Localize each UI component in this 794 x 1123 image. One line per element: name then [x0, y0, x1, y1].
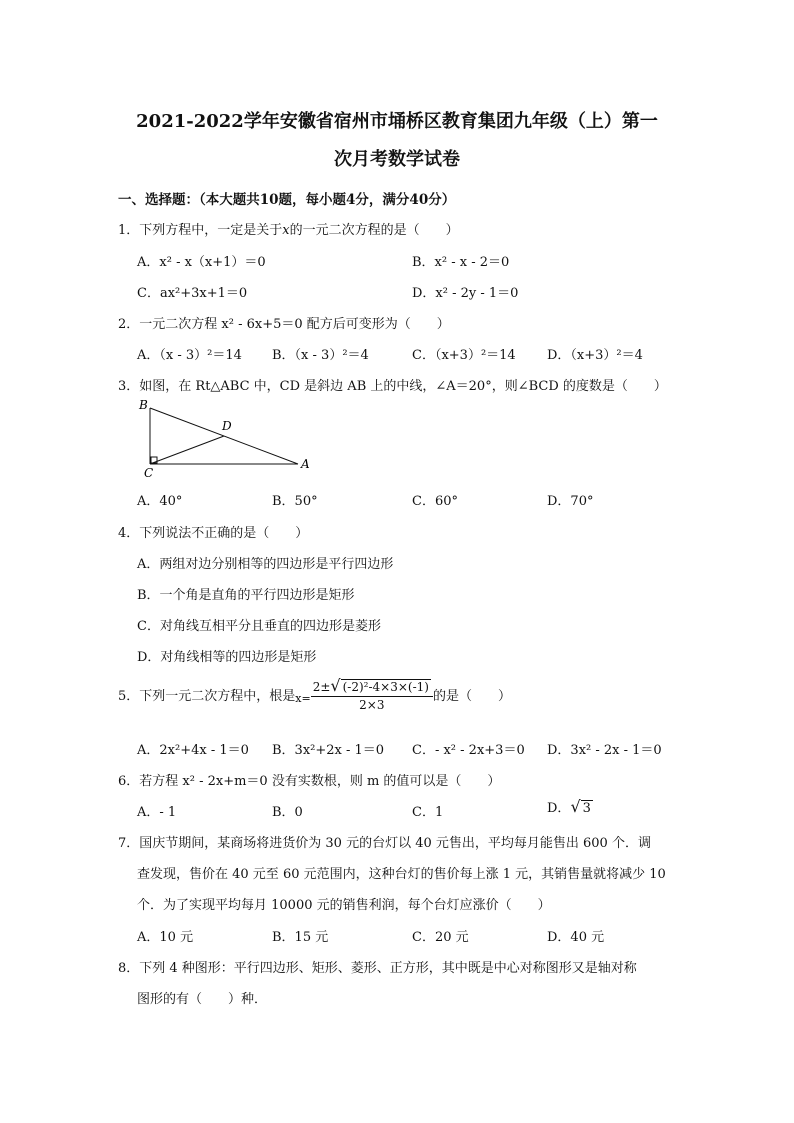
q3-option-a: A．40°	[137, 494, 183, 509]
q5-option-c: C．- x² - 2x+3＝0	[412, 743, 525, 758]
q4-option-d: D．对角线相等的四边形是矩形	[137, 650, 317, 665]
q1-option-d: D．x² - 2y - 1＝0	[412, 286, 519, 301]
q5-option-b: B．3x²+2x - 1＝0	[272, 743, 385, 758]
q2-option-a: A．（x - 3）²＝14	[137, 348, 242, 363]
q1-option-c: C．ax²+3x+1＝0	[137, 286, 248, 301]
q6-option-c: C．1	[412, 805, 444, 820]
q3-option-c: C．60°	[412, 494, 458, 509]
q5-option-a: A．2x²+4x - 1＝0	[137, 743, 249, 758]
q7-stem-line3: 个．为了实现平均每月 10000 元的销售利润，每个台灯应涨价（ ）	[137, 898, 551, 913]
q6-option-d: D．√ 3	[547, 797, 591, 816]
q1-option-a: A．x² - x（x+1）＝0	[137, 255, 266, 270]
q6-option-a: A．- 1	[137, 805, 177, 820]
q2-stem: 2．一元二次方程 x² - 6x+5＝0 配方后可变形为（ ）	[118, 317, 450, 332]
q3-stem: 3．如图，在 Rt△ABC 中，CD 是斜边 AB 上的中线，∠A＝20°，则∠BCD 的度数是（ ）	[118, 379, 667, 394]
exam-title-line2: 次月考数学试卷	[334, 149, 460, 170]
q3-triangle-figure	[130, 396, 330, 482]
q1-option-b: B．x² - x - 2＝0	[412, 255, 510, 270]
q4-stem: 4．下列说法不正确的是（ ）	[118, 526, 309, 541]
section-heading: 一、选择题：（本大题共10题，每小题4分，满分40分）	[118, 192, 456, 208]
q5-radicand: (-2)²-4×3×(-1)	[342, 680, 429, 694]
q2-option-c: C．（x+3）²＝14	[412, 348, 516, 363]
q7-option-c: C．20 元	[412, 930, 469, 945]
median-cd	[150, 436, 224, 464]
q4-option-c: C．对角线互相平分且垂直的四边形是菱形	[137, 619, 381, 634]
q5-option-d: D．3x² - 2x - 1＝0	[547, 743, 662, 758]
q7-option-b: B．15 元	[272, 930, 329, 945]
q2-option-d: D．（x+3）²＝4	[547, 348, 643, 363]
q3-option-d: D．70°	[547, 494, 594, 509]
label-c: C	[144, 466, 154, 480]
q5-root-fraction: $\frac{\text{2±√ (-2)²-4×3×(-1)}}{2\times 3}$	[311, 676, 433, 712]
q5-denominator: 2×3	[359, 698, 385, 712]
label-b: B	[139, 398, 148, 412]
q5-x-equals: x=	[295, 691, 311, 705]
label-a: A	[301, 457, 310, 471]
q7-stem-line2: 查发现，售价在 40 元至 60 元范围内，这种台灯的售价每上涨 1 元，其销售量就将减少 10	[137, 867, 666, 882]
q6-radicand: 3	[582, 801, 591, 816]
q4-option-a: A．两组对边分别相等的四边形是平行四边形	[137, 557, 394, 572]
q5-stem: 5．下列一元二次方程中，根是 x= $\frac{\text{2±√ (-2)²-4×3×(-1)}}{2\times 3}$ 的是（ ）	[118, 676, 511, 712]
exam-title-line1: 2021-2022学年安徽省宿州市埇桥区教育集团九年级（上）第一	[136, 111, 658, 132]
q7-stem-line1: 7．国庆节期间，某商场将进货价为 30 元的台灯以 40 元售出，平均每月能售出 600 个．调	[118, 836, 651, 851]
q7-option-a: A．10 元	[137, 930, 194, 945]
q6-stem: 6．若方程 x² - 2x+m＝0 没有实数根，则 m 的值可以是（ ）	[118, 774, 501, 789]
q7-option-d: D．40 元	[547, 930, 605, 945]
q3-option-b: B．50°	[272, 494, 318, 509]
q4-option-b: B．一个角是直角的平行四边形是矩形	[137, 588, 355, 603]
label-d: D	[222, 419, 232, 433]
q8-stem-line1: 8．下列 4 种图形：平行四边形、矩形、菱形、正方形，其中既是中心对称图形又是轴对称	[118, 961, 637, 976]
q8-stem-line2: 图形的有（ ）种．	[137, 992, 268, 1007]
q6-option-b: B．0	[272, 805, 303, 820]
q2-option-b: B．（x - 3）²＝4	[272, 348, 369, 363]
q1-stem: 1．下列方程中，一定是关于x的一元二次方程的是（ ）	[118, 223, 459, 238]
